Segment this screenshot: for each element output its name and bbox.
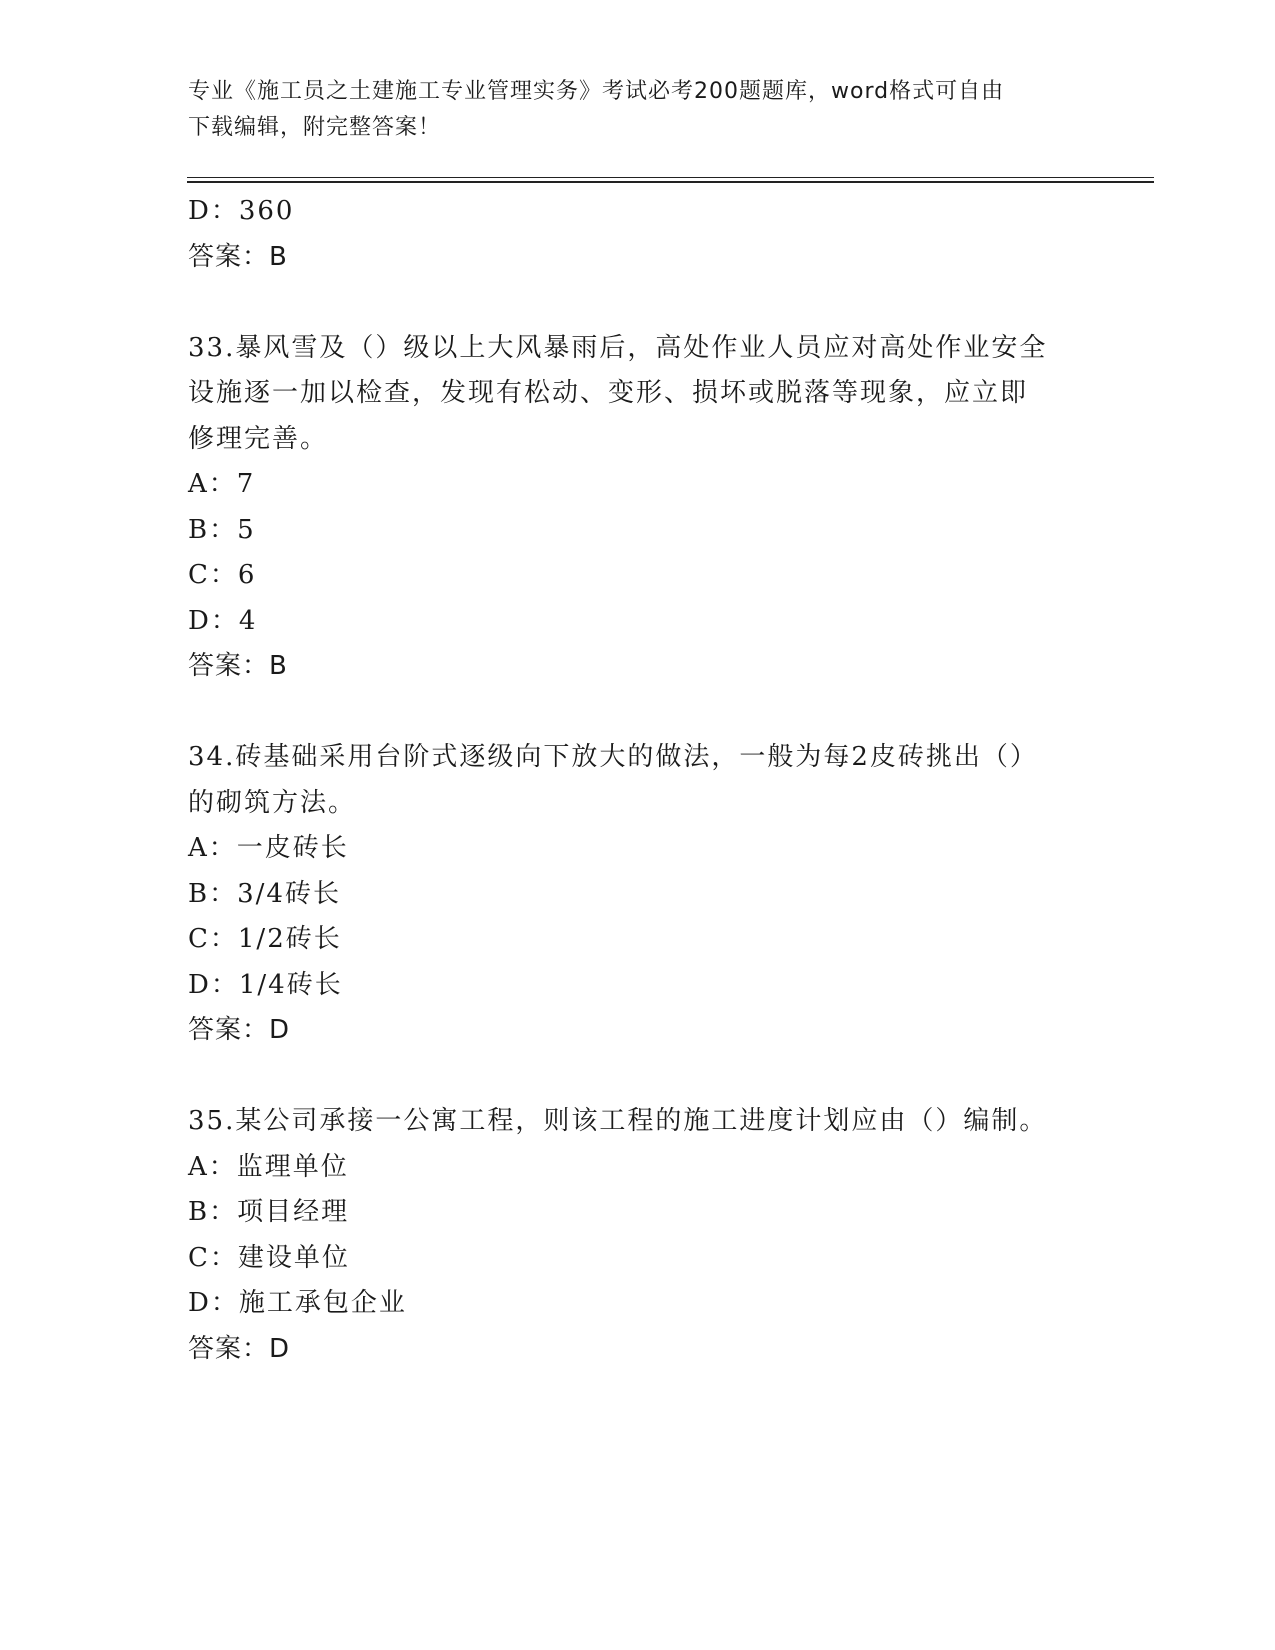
- option-a: A：监理单位: [188, 1151, 349, 1182]
- header-line-1: 专业《施工员之土建施工专业管理实务》考试必考200题题库，word格式可自由: [188, 79, 1005, 104]
- question-text-line: 35.某公司承接一公寓工程，则该工程的施工进度计划应由（）编制。: [188, 1106, 1048, 1136]
- option-b: B：3/4砖长: [188, 878, 341, 909]
- previous-question-tail: [188, 189, 1088, 280]
- question-text-line: 的砌筑方法。: [188, 787, 357, 818]
- answer-line: 答案：B: [188, 651, 288, 681]
- header-rule-thin: [187, 177, 1154, 178]
- question-text-line: 设施逐一加以检查，发现有松动、变形、损坏或脱落等现象，应立即: [188, 378, 1029, 408]
- spacer: [188, 690, 1088, 736]
- option-c: C：建设单位: [188, 1242, 350, 1273]
- option-d: D：360: [188, 196, 295, 226]
- option-b: B：项目经理: [188, 1197, 350, 1227]
- question-33: [188, 326, 1088, 690]
- option-d: D：1/4砖长: [188, 969, 343, 1000]
- option-b: B：5: [188, 514, 256, 545]
- question-35: [188, 1099, 1088, 1372]
- spacer: [188, 280, 1088, 326]
- header-line-2: 下载编辑，附完整答案！: [188, 115, 442, 140]
- answer-line: 答案：D: [188, 1015, 291, 1045]
- option-a: A：一皮砖长: [188, 833, 349, 863]
- question-list: [188, 189, 1088, 1372]
- spacer: [188, 1054, 1088, 1100]
- answer-line: 答案：B: [188, 241, 288, 272]
- question-34: [188, 735, 1088, 1054]
- option-d: D：4: [188, 605, 258, 636]
- option-d: D：施工承包企业: [188, 1288, 407, 1318]
- question-text-line: 修理完善。: [188, 423, 329, 454]
- question-text-line: 33.暴风雪及（）级以上大风暴雨后，高处作业人员应对高处作业安全: [188, 332, 1048, 363]
- page-header: [188, 74, 1068, 146]
- question-text-line: 34.砖基础采用台阶式逐级向下放大的做法，一般为每2皮砖挑出（）: [188, 742, 1038, 772]
- answer-line: 答案：D: [188, 1333, 291, 1364]
- option-c: C：6: [188, 560, 257, 590]
- header-rule-thick: [187, 181, 1154, 183]
- option-a: A：7: [188, 469, 256, 499]
- option-c: C：1/2砖长: [188, 924, 342, 954]
